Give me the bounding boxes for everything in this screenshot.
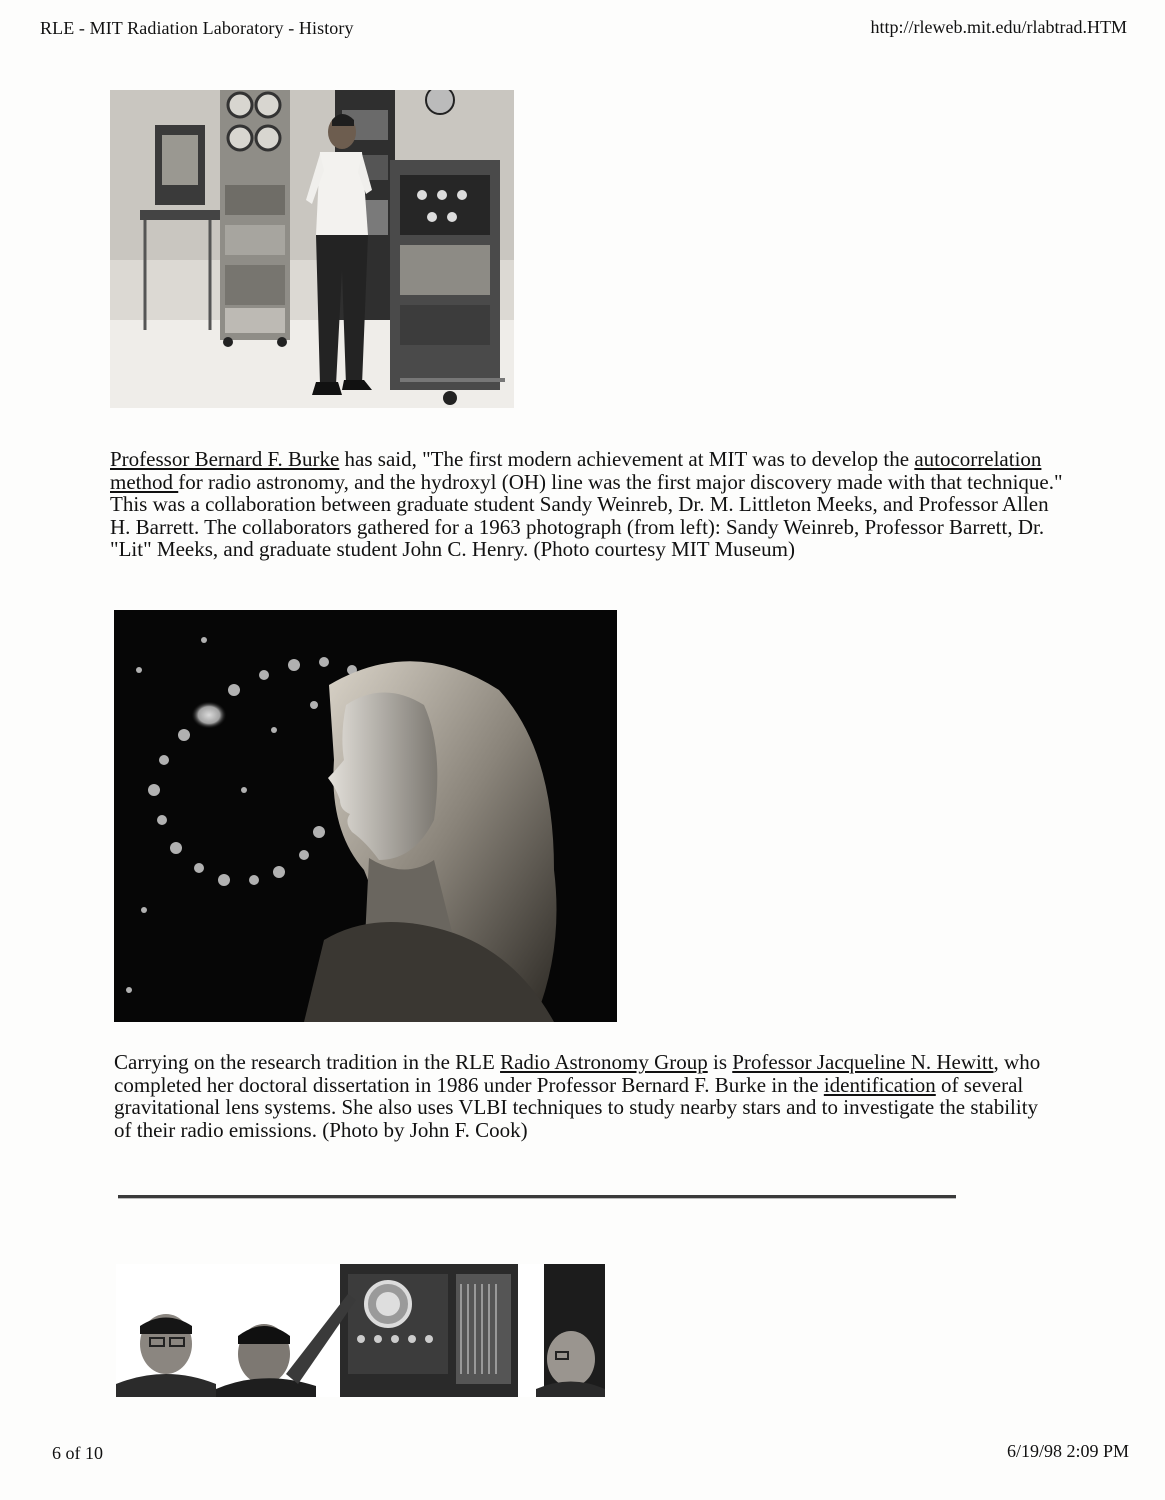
print-datetime: 6/19/98 2:09 PM — [1006, 1441, 1129, 1461]
link-identification[interactable]: identification — [823, 1072, 936, 1097]
caption-text: Carrying on the research tradition in the RLE — [114, 1050, 501, 1074]
caption-text: for radio astronomy, and the hydroxyl (OH) line was the first major discovery made with that technique." This was a collaboration between graduate student Sandy Weinreb, Dr. M. Littleton Meeks, and Professor Allen H. Barrett. The collaborators gathered for a 1963 photograph (from left): Sandy Weinreb, Professor Barrett, Dr. "Lit" Meeks, and graduate student John C. Henry. (Photo courtesy MIT Museum) — [110, 469, 1063, 561]
caption-text: is — [707, 1050, 733, 1074]
link-jacqueline-hewitt[interactable]: Professor Jacqueline N. Hewitt — [732, 1050, 994, 1074]
page-number: 6 of 10 — [52, 1443, 103, 1463]
page-header-title: RLE - MIT Radiation Laboratory - History — [40, 18, 354, 38]
caption-text: of several gravitational lens systems. She also uses VLBI techniques to study nearby stars and to investigate the stability of their radio emissions. (Photo by John F. Cook) — [114, 1072, 1039, 1142]
hewitt-portrait-photo — [114, 610, 617, 1022]
oscilloscope-group-photo — [116, 1264, 605, 1397]
page-header-url: http://rleweb.mit.edu/rlabtrad.HTM — [870, 17, 1127, 37]
link-autocorrelation-method[interactable]: autocorrelation method — [110, 447, 1042, 494]
lab-equipment-photo — [110, 90, 514, 408]
burke-caption-paragraph — [110, 448, 1070, 561]
link-radio-astronomy-group[interactable]: Radio Astronomy Group — [500, 1050, 708, 1074]
caption-text: has said, "The first modern achievement at MIT was to develop the — [339, 447, 915, 471]
horizontal-rule — [118, 1195, 956, 1199]
link-bernard-burke[interactable]: Professor Bernard F. Burke — [110, 447, 340, 471]
hewitt-caption-paragraph — [114, 1051, 1059, 1141]
caption-text: , who completed her doctoral dissertation in 1986 under Professor Bernard F. Burke in the — [114, 1050, 1041, 1097]
